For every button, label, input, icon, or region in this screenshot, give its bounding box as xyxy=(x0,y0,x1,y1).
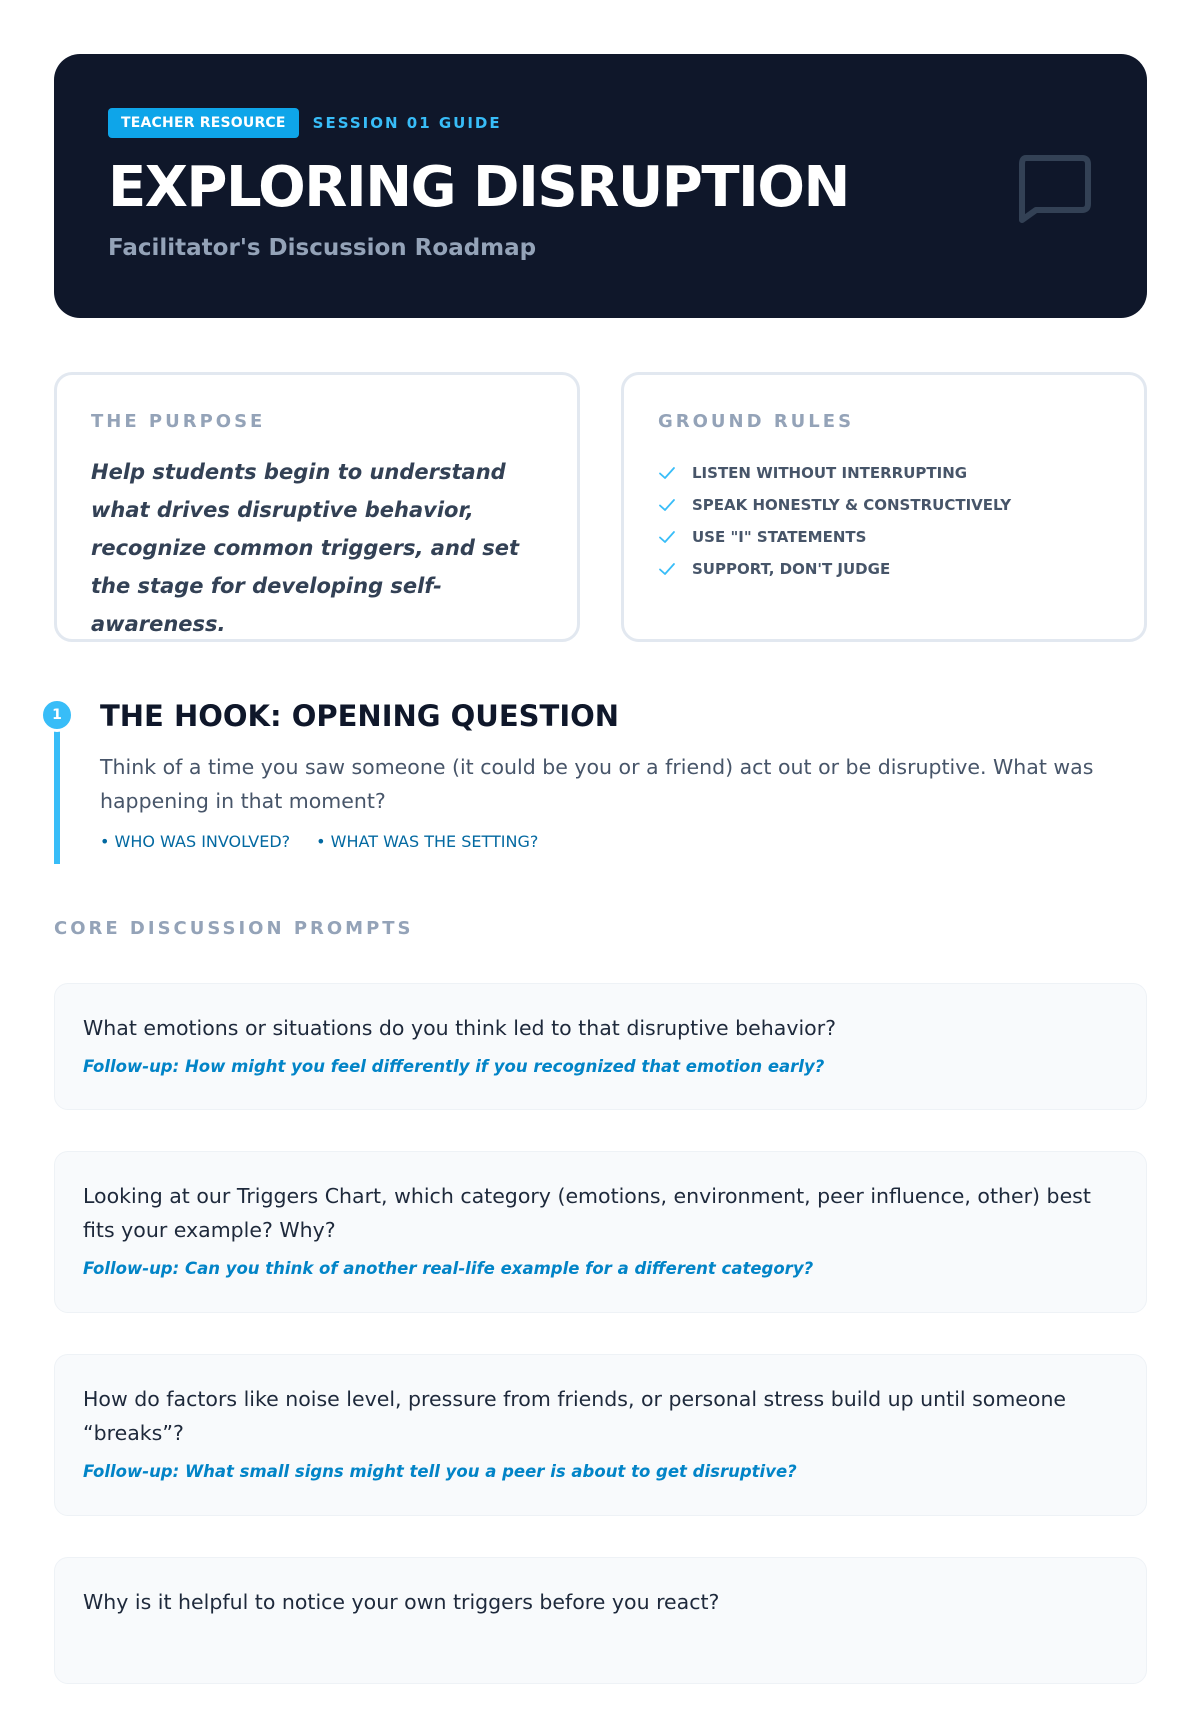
prompt-card xyxy=(54,983,1147,1110)
hook-question: Think of a time you saw someone (it could be you or a friend) act out or be disruptive. What was happening in that moment? xyxy=(100,755,1094,813)
prompt-question: Looking at our Triggers Chart, which category (emotions, environment, peer influence, other) best fits your example? Why? xyxy=(83,1184,1091,1242)
prompt-question: What emotions or situations do you think led to that disruptive behavior? xyxy=(83,1016,837,1040)
ground-rule-item xyxy=(658,521,1111,553)
prompt-question: Why is it helpful to notice your own triggers before you react? xyxy=(83,1590,720,1614)
header-tags xyxy=(108,108,1093,138)
page-subtitle: Facilitator's Discussion Roadmap xyxy=(108,235,537,261)
hook-bullet-item: • WHO WAS INVOLVED? xyxy=(100,832,291,851)
session-label: SESSION 01 GUIDE xyxy=(312,114,502,132)
ground-rule-text: SPEAK HONESTLY & CONSTRUCTIVELY xyxy=(692,496,1012,514)
ground-rule-text: SUPPORT, DON'T JUDGE xyxy=(692,560,891,578)
chat-bubble-icon xyxy=(1016,154,1092,224)
prompt-card xyxy=(54,1557,1147,1684)
prompt-list xyxy=(54,983,1147,1684)
check-icon xyxy=(658,496,676,514)
purpose-card xyxy=(54,372,580,642)
hook-title: THE HOOK: OPENING QUESTION xyxy=(100,699,620,733)
prompt-followup: Follow-up: How might you feel differently if you recognized that emotion early? xyxy=(83,1057,825,1076)
page-title: EXPLORING DISRUPTION xyxy=(108,155,849,220)
hook-bullets xyxy=(100,832,1147,851)
hook-timeline-bar xyxy=(54,710,60,864)
hook-bullet-item: • WHAT WAS THE SETTING? xyxy=(316,832,539,851)
purpose-text: Help students begin to understand what drives disruptive behavior, recognize common triggers, and set the stage for developing self-awareness. xyxy=(91,460,520,636)
step-number-badge: 1 xyxy=(40,698,74,732)
check-icon xyxy=(658,464,676,482)
ground-rule-item xyxy=(658,457,1111,489)
check-icon xyxy=(658,528,676,546)
purpose-label: THE PURPOSE xyxy=(91,411,266,432)
check-icon xyxy=(658,560,676,578)
page xyxy=(54,54,1147,1725)
prompt-followup: Follow-up: What small signs might tell you a peer is about to get disruptive? xyxy=(83,1462,797,1481)
prompt-card xyxy=(54,1354,1147,1516)
ground-rule-item xyxy=(658,553,1111,585)
info-cards xyxy=(54,372,1147,642)
prompt-question: How do factors like noise level, pressure from friends, or personal stress build up until someone “breaks”? xyxy=(83,1387,1067,1445)
ground-rule-text: USE "I" STATEMENTS xyxy=(692,528,867,546)
core-prompts-label: CORE DISCUSSION PROMPTS xyxy=(54,918,414,939)
header-banner xyxy=(54,54,1147,318)
ground-rules-list xyxy=(658,457,1111,585)
ground-rules-card xyxy=(621,372,1147,642)
hook-section xyxy=(54,698,1147,864)
prompt-card xyxy=(54,1151,1147,1313)
prompt-followup: Follow-up: Can you think of another real-life example for a different category? xyxy=(83,1259,814,1278)
ground-rule-text: LISTEN WITHOUT INTERRUPTING xyxy=(692,464,968,482)
ground-rules-label: GROUND RULES xyxy=(658,411,855,432)
resource-badge: TEACHER RESOURCE xyxy=(108,108,299,138)
ground-rule-item xyxy=(658,489,1111,521)
